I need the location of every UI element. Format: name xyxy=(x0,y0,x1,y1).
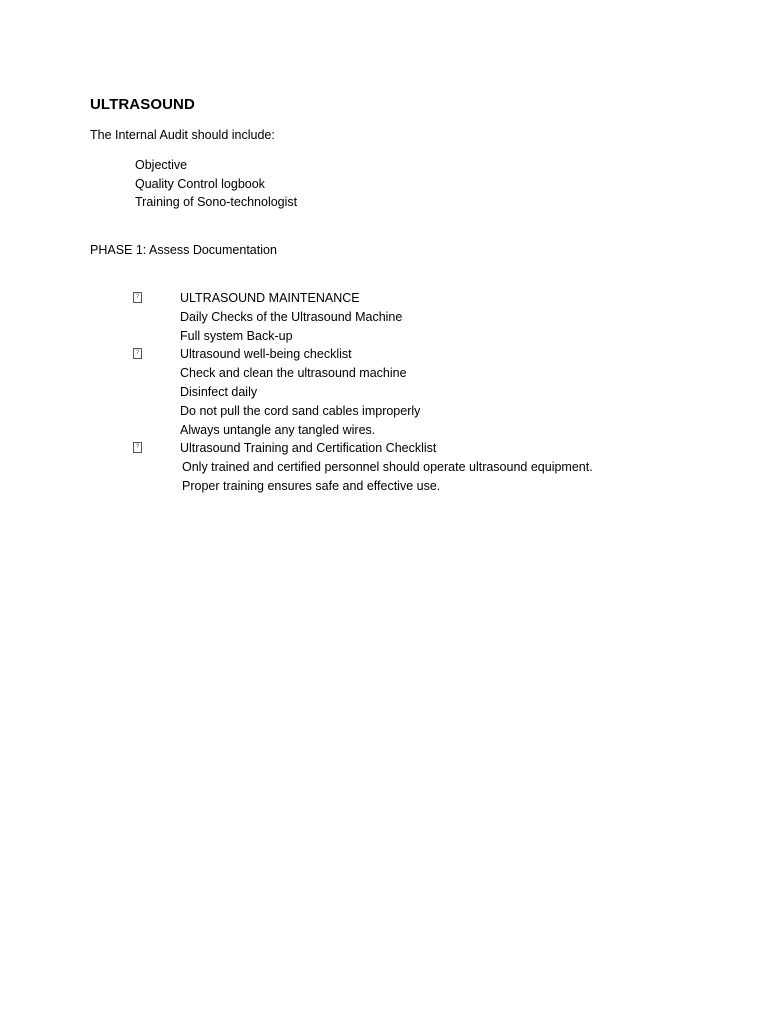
intro-text: The Internal Audit should include: xyxy=(90,128,275,142)
section-line: Check and clean the ultrasound machine xyxy=(180,366,407,380)
section-line: Only trained and certified personnel should operate ultrasound equipment. xyxy=(182,460,593,474)
page-title: ULTRASOUND xyxy=(90,96,195,113)
list-item: Objective xyxy=(135,158,188,172)
section-line: Disinfect daily xyxy=(180,385,258,399)
list-item: Quality Control logbook xyxy=(135,176,265,191)
section-heading: Ultrasound well-being checklist xyxy=(180,347,352,361)
section-line: Daily Checks of the Ultrasound Machine xyxy=(180,310,403,324)
section-heading: Ultrasound Training and Certification Checklist xyxy=(180,441,437,455)
section-line: Always untangle any tangled wires. xyxy=(180,423,376,437)
phase-heading: PHASE 1: Assess Documentation xyxy=(90,243,277,257)
objectives-list xyxy=(135,156,297,212)
missing-glyph-bullet-icon: ? xyxy=(133,292,142,303)
missing-glyph-bullet-icon: ? xyxy=(133,348,142,359)
section-line: Proper training ensures safe and effective use. xyxy=(182,479,441,493)
section-heading: ULTRASOUND MAINTENANCE xyxy=(180,291,360,305)
section-line: Full system Back-up xyxy=(180,329,293,343)
section-line: Do not pull the cord sand cables improperly xyxy=(180,404,421,418)
missing-glyph-bullet-icon: ? xyxy=(133,442,142,453)
list-item: Training of Sono-technologist xyxy=(135,195,298,210)
